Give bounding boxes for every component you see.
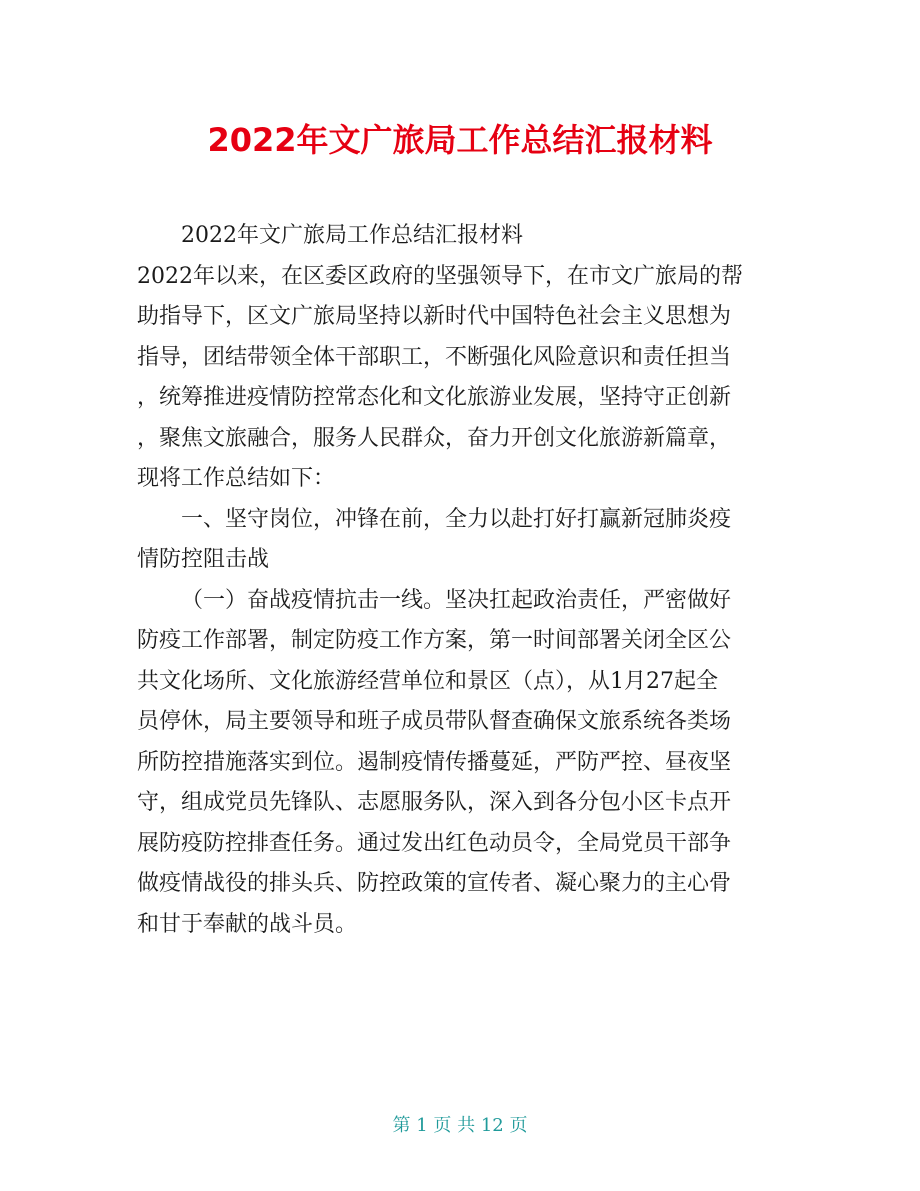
- document-body: [137, 216, 787, 945]
- body-line: 现将工作总结如下：: [137, 466, 336, 491]
- section-heading-line: 情防控阻击战: [137, 547, 270, 572]
- body-line: 2022年以来，在区委区政府的坚强领导下，在市文广旅局的帮: [137, 263, 743, 289]
- body-line: 共文化场所、文化旅游经营单位和景区（点），从1月27起全: [137, 668, 718, 694]
- body-line: 和甘于奉献的战斗员。: [137, 911, 358, 937]
- body-line: 展防疫防控排查任务。通过发出红色动员令，全局党员干部争: [137, 830, 732, 856]
- body-line: 助指导下，区文广旅局坚持以新时代中国特色社会主义思想为: [137, 304, 732, 329]
- body-line: （一）奋战疫情抗击一线。坚决扛起政治责任，严密做好: [181, 587, 732, 613]
- body-line: 守，组成党员先锋队、志愿服务队，深入到各分包小区卡点开: [137, 790, 732, 815]
- body-line: 指导，团结带领全体干部职工，不断强化风险意识和责任担当: [137, 344, 732, 370]
- body-line: ，统筹推进疫情防控常态化和文化旅游业发展，坚持守正创新: [137, 385, 732, 410]
- body-line: 防疫工作部署，制定防疫工作方案，第一时间部署关闭全区公: [137, 628, 732, 653]
- document-title: 2022年文广旅局工作总结汇报材料: [207, 121, 713, 159]
- body-line-subtitle: 2022年文广旅局工作总结汇报材料: [181, 223, 523, 248]
- page-number-footer: 第 1 页 共 12 页: [392, 1115, 528, 1136]
- body-line: 所防控措施落实到位。遏制疫情传播蔓延，严防严控、昼夜坚: [137, 749, 732, 775]
- section-heading-line: 一、坚守岗位，冲锋在前，全力以赴打好打赢新冠肺炎疫: [181, 506, 732, 532]
- body-line: ，聚焦文旅融合，服务人民群众，奋力开创文化旅游新篇章，: [137, 425, 732, 451]
- body-line: 员停休，局主要领导和班子成员带队督查确保文旅系统各类场: [137, 709, 732, 734]
- body-line: 做疫情战役的排头兵、防控政策的宣传者、凝心聚力的主心骨: [137, 871, 732, 896]
